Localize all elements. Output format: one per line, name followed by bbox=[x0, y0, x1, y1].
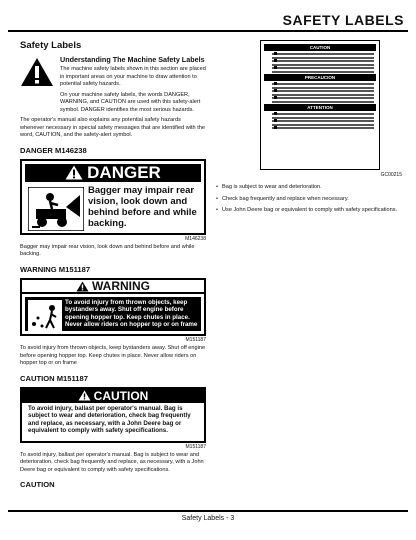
danger-message: Bagger may impair rear vision, look down and behind before and while backing. bbox=[88, 184, 197, 229]
caution-alert-icon bbox=[78, 390, 91, 401]
warning-banner bbox=[22, 280, 204, 294]
page-header bbox=[8, 6, 408, 32]
warning-signal-word: WARNING bbox=[92, 279, 150, 294]
intro-subtitle: Understanding The Machine Safety Labels bbox=[60, 55, 205, 64]
warning-heading: WARNING M151187 bbox=[20, 265, 91, 275]
warning-body bbox=[25, 297, 201, 331]
decal-banner-caution: CAUTION bbox=[264, 44, 376, 51]
figure-code: GC00215 bbox=[380, 172, 402, 178]
danger-decal-code: M146238 bbox=[185, 235, 206, 242]
left-column bbox=[20, 40, 206, 493]
warning-alert-icon bbox=[76, 281, 89, 292]
decal-text-line bbox=[272, 97, 374, 99]
caution-message: To avoid injury, ballast per operator's manual. Bag is subject to wear and deterioration, check bag frequently and replace, as necessary, with a John Deere bag or equivalent to comply with safety specifications. bbox=[28, 404, 191, 434]
caution-heading: CAUTION M151187 bbox=[20, 373, 88, 383]
decal-text-line bbox=[272, 127, 374, 129]
thrown-objects-pictogram bbox=[28, 300, 62, 334]
section-title: Safety Labels bbox=[20, 40, 82, 51]
danger-alert-icon bbox=[65, 165, 83, 180]
decal-text-line bbox=[272, 101, 374, 103]
intro-paragraph-3: The operator's manual also explains any potential safety hazards whenever necessary in special safety messages that are identified with the word, CAUTION, and the safety-alert symbol. bbox=[20, 117, 206, 139]
caution-decal bbox=[20, 387, 206, 443]
page-number: Safety Labels - 3 bbox=[181, 515, 235, 522]
danger-banner bbox=[25, 164, 201, 182]
multilingual-caution-decal bbox=[260, 40, 380, 170]
decal-text-line bbox=[272, 90, 374, 92]
decal-text-line bbox=[272, 71, 374, 73]
caution-signal-word: CAUTION bbox=[93, 388, 149, 403]
mower-backing-pictogram bbox=[28, 187, 84, 231]
decal-text-line bbox=[272, 53, 374, 55]
decal-text-line bbox=[272, 113, 374, 115]
danger-heading: DANGER M146238 bbox=[20, 145, 87, 155]
decal-text-line bbox=[272, 87, 374, 89]
list-item: • Check bag frequently and replace when necessary. bbox=[216, 196, 402, 204]
intro-paragraph-2: On your machine safety labels, the words DANGER, WARNING, and CAUTION are used with this safety-alert symbol. DANGER identifies the most serious hazards. bbox=[60, 91, 201, 113]
danger-signal-word: DANGER bbox=[87, 162, 161, 182]
trailing-heading: CAUTION bbox=[20, 480, 55, 490]
danger-decal bbox=[20, 159, 206, 235]
decal-text-line bbox=[272, 64, 374, 66]
caution-banner bbox=[22, 389, 204, 403]
caution-decal-code: M151187 bbox=[185, 443, 206, 450]
intro-block bbox=[20, 55, 206, 140]
list-item: • Bag is subject to wear and deterioration. bbox=[216, 184, 402, 192]
decal-text-line bbox=[272, 94, 374, 96]
decal-banner-precaucion: PRECAUCION bbox=[264, 74, 376, 81]
danger-caption: Bagger may impair rear vision, look down and behind before and while backing. bbox=[20, 243, 195, 258]
caution-caption: To avoid injury, ballast per operator's manual. Bag is subject to wear and deterioration, check bag frequently and replace, as necessary, with a John Deere bag or equivalent to comply with safety specifications. bbox=[20, 451, 204, 473]
page-footer bbox=[8, 510, 408, 522]
decal-text-line bbox=[272, 83, 374, 85]
decal-banner-attention: ATTENTION bbox=[264, 104, 376, 111]
warning-message: To avoid injury from thrown objects, keep bystanders away. Shut off engine before opening hopper top. Keep chutes in place. Never allow riders on hopper top or on frame bbox=[65, 299, 198, 329]
warning-decal bbox=[20, 278, 206, 336]
decal-text-line bbox=[272, 124, 374, 126]
list-item: • Use John Deere bag or equivalent to comply with safety specifications. bbox=[216, 207, 402, 215]
intro-paragraph-1: The machine safety labels shown in this section are placed in important areas on your machine to draw attention to potential safety hazards. bbox=[60, 66, 206, 88]
safety-alert-icon bbox=[20, 57, 54, 87]
decal-text-line bbox=[272, 117, 374, 119]
right-column bbox=[216, 40, 402, 219]
decal-text-line bbox=[272, 67, 374, 69]
bullet-list bbox=[216, 184, 402, 215]
decal-text-line bbox=[272, 120, 374, 122]
warning-caption: To avoid injury from thrown objects, keep bystanders away. Shut off engine before opening hopper top. Keep chutes in place. Never allow riders on hopper top or on frame bbox=[20, 345, 206, 367]
decal-text-line bbox=[272, 57, 374, 59]
warning-decal-code: M151187 bbox=[185, 337, 206, 344]
decal-text-line bbox=[272, 60, 374, 62]
page-title: SAFETY LABELS bbox=[282, 12, 404, 28]
